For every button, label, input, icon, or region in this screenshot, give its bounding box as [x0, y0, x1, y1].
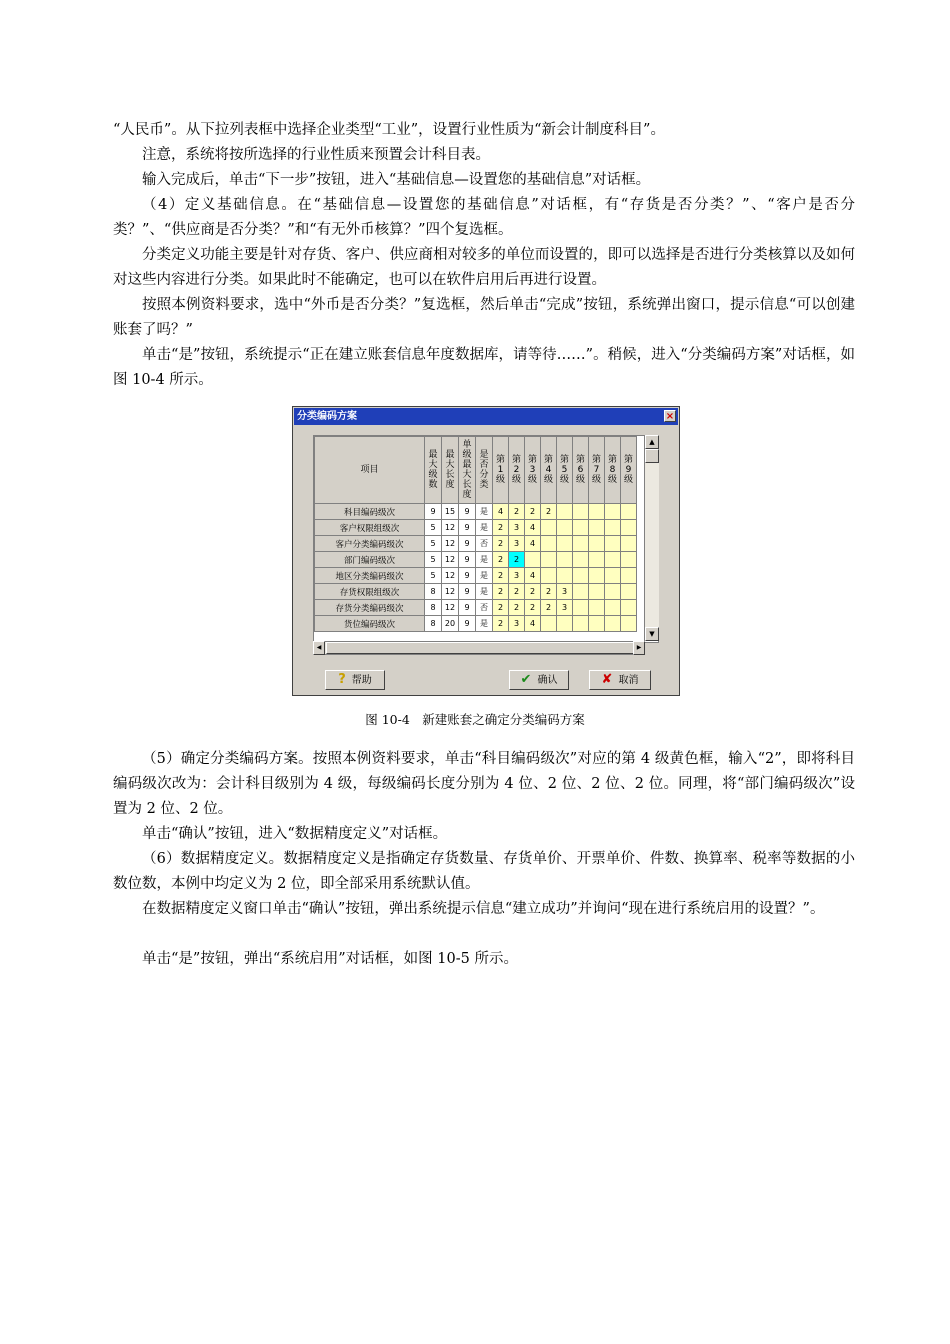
level-7-cell[interactable]	[589, 600, 605, 616]
level-1-cell[interactable]: 4	[493, 504, 509, 520]
header-is-classified: 是否分类	[476, 437, 493, 504]
max-levels-cell: 8	[425, 584, 442, 600]
table-row	[315, 536, 637, 552]
max-length-cell: 12	[442, 552, 459, 568]
single-max-cell: 9	[459, 552, 476, 568]
level-6-cell[interactable]	[573, 552, 589, 568]
level-4-cell[interactable]: 2	[541, 600, 557, 616]
level-8-cell[interactable]	[605, 568, 621, 584]
classified-cell[interactable]: 否	[476, 600, 493, 616]
row-label: 客户权限组级次	[315, 520, 425, 536]
level-7-cell[interactable]	[589, 584, 605, 600]
level-8-cell[interactable]	[605, 536, 621, 552]
level-3-cell[interactable]: 4	[525, 536, 541, 552]
vertical-scrollbar[interactable]	[644, 435, 659, 641]
x-icon: ✘	[601, 672, 613, 687]
classified-cell[interactable]: 是	[476, 520, 493, 536]
row-label: 客户分类编码级次	[315, 536, 425, 552]
level-6-cell[interactable]	[573, 584, 589, 600]
level-8-cell[interactable]	[605, 616, 621, 632]
level-7-cell[interactable]	[589, 568, 605, 584]
max-length-cell: 12	[442, 536, 459, 552]
coding-table-body	[315, 504, 637, 632]
table-row	[315, 616, 637, 632]
level-5-cell[interactable]: 3	[557, 600, 573, 616]
level-8-cell[interactable]	[605, 600, 621, 616]
check-icon: ✔	[520, 672, 532, 687]
header-max-length: 最大长度	[442, 437, 459, 504]
dialog-title-bar	[294, 408, 678, 425]
level-4-cell[interactable]	[541, 536, 557, 552]
classified-cell[interactable]: 否	[476, 536, 493, 552]
level-8-cell[interactable]	[605, 504, 621, 520]
max-levels-cell: 5	[425, 520, 442, 536]
level-6-cell[interactable]	[573, 616, 589, 632]
level-6-cell[interactable]	[573, 568, 589, 584]
level-8-cell[interactable]	[605, 584, 621, 600]
max-length-cell: 20	[442, 616, 459, 632]
single-max-cell: 9	[459, 600, 476, 616]
level-5-cell[interactable]	[557, 552, 573, 568]
level-7-cell[interactable]	[589, 536, 605, 552]
level-2-cell[interactable]: 3	[509, 520, 525, 536]
level-4-cell[interactable]: 2	[541, 584, 557, 600]
level-5-cell[interactable]	[557, 504, 573, 520]
coding-grid	[313, 435, 659, 643]
dialog-title: 分类编码方案	[297, 411, 357, 422]
level-4-cell[interactable]	[541, 552, 557, 568]
level-2-cell[interactable]: 3	[509, 568, 525, 584]
level-2-cell[interactable]: 3	[509, 616, 525, 632]
level-9-cell[interactable]	[621, 568, 637, 584]
level-4-cell[interactable]	[541, 520, 557, 536]
single-max-cell: 9	[459, 520, 476, 536]
level-4-cell[interactable]	[541, 616, 557, 632]
level-5-cell[interactable]	[557, 616, 573, 632]
level-3-cell[interactable]	[525, 552, 541, 568]
row-label: 存货权限组级次	[315, 584, 425, 600]
paragraph-classification: 分类定义功能主要是针对存货、客户、供应商相对较多的单位而设置的，即可以选择是否进行分类核算以及如何对这些内容进行分类。如果此时不能确定，也可以在软件启用后再进行设置。	[113, 247, 855, 288]
level-3-cell[interactable]: 2	[525, 600, 541, 616]
classified-cell[interactable]: 是	[476, 584, 493, 600]
table-row	[315, 504, 637, 520]
level-6-cell[interactable]	[573, 520, 589, 536]
ok-button[interactable]: ✔ 确认	[509, 670, 569, 690]
max-length-cell: 12	[442, 520, 459, 536]
paragraph-next-step: 输入完成后，单击“下一步”按钮，进入“基础信息—设置您的基础信息”对话框。	[142, 172, 651, 188]
single-max-cell: 9	[459, 536, 476, 552]
level-1-cell[interactable]: 2	[493, 568, 509, 584]
paragraph-create-account: 单击“是”按钮，系统提示“正在建立账套信息年度数据库，请等待……”。稍候，进入“分类编码方案”对话框，如图 10-4 所示。	[113, 347, 855, 388]
header-level-7: 第7级	[589, 437, 605, 504]
header-max-levels: 最大级数	[425, 437, 442, 504]
level-3-cell[interactable]: 2	[525, 504, 541, 520]
level-8-cell[interactable]	[605, 552, 621, 568]
level-1-cell[interactable]: 2	[493, 600, 509, 616]
level-4-cell[interactable]	[541, 568, 557, 584]
level-2-cell[interactable]: 2	[509, 600, 525, 616]
table-row	[315, 520, 637, 536]
row-label: 科目编码级次	[315, 504, 425, 520]
scroll-thumb[interactable]	[645, 449, 659, 463]
horizontal-scroll-thumb[interactable]	[326, 642, 636, 654]
level-1-cell[interactable]: 2	[493, 616, 509, 632]
paragraph-foreign-currency: 按照本例资料要求，选中“外币是否分类？”复选框，然后单击“完成”按钮，系统弹出窗口，提示信息“可以创建账套了吗？”	[113, 297, 855, 338]
cancel-button[interactable]: ✘ 取消	[589, 670, 651, 690]
header-row	[315, 437, 637, 504]
row-label: 货位编码级次	[315, 616, 425, 632]
classified-cell[interactable]: 是	[476, 504, 493, 520]
level-1-cell[interactable]: 2	[493, 584, 509, 600]
question-icon: ?	[338, 672, 346, 687]
single-max-cell: 9	[459, 568, 476, 584]
max-levels-cell: 5	[425, 552, 442, 568]
level-6-cell[interactable]	[573, 504, 589, 520]
level-1-cell[interactable]: 2	[493, 520, 509, 536]
level-9-cell[interactable]	[621, 616, 637, 632]
max-levels-cell: 5	[425, 536, 442, 552]
level-9-cell[interactable]	[621, 520, 637, 536]
level-3-cell[interactable]: 4	[525, 616, 541, 632]
header-level-6: 第6级	[573, 437, 589, 504]
paragraph-system-enable: 单击“是”按钮，弹出“系统启用”对话框，如图 10-5 所示。	[142, 951, 518, 967]
paragraph-step-6: （6）数据精度定义。数据精度定义是指确定存货数量、存货单价、开票单价、件数、换算率、税率等数据的小数位数，本例中均定义为 2 位，即全部采用系统默认值。	[113, 851, 855, 892]
level-2-cell[interactable]: 2	[509, 552, 525, 568]
single-max-cell: 9	[459, 504, 476, 520]
paragraph-note: 注意，系统将按所选择的行业性质来预置会计科目表。	[142, 147, 490, 163]
header-level-2: 第2级	[509, 437, 525, 504]
single-max-cell: 9	[459, 584, 476, 600]
paragraph-step-5: （5）确定分类编码方案。按照本例资料要求，单击“科目编码级次”对应的第 4 级黄色框，输入“2”，即将科目编码级次改为：会计科目级别为 4 级，每级编码长度分别为 4 位、2 位、2 位、2 位。同理，将“部门编码级次”设置为 2 位、2 位。	[113, 751, 855, 817]
max-levels-cell: 8	[425, 600, 442, 616]
level-7-cell[interactable]	[589, 520, 605, 536]
level-5-cell[interactable]	[557, 536, 573, 552]
coding-table	[314, 436, 637, 632]
scroll-up-icon[interactable]: ▲	[645, 435, 659, 449]
help-button[interactable]: ? 帮助	[325, 670, 385, 690]
level-9-cell[interactable]	[621, 536, 637, 552]
header-level-3: 第3级	[525, 437, 541, 504]
row-label: 存货分类编码级次	[315, 600, 425, 616]
max-length-cell: 12	[442, 584, 459, 600]
level-2-cell[interactable]: 3	[509, 536, 525, 552]
max-levels-cell: 9	[425, 504, 442, 520]
max-levels-cell: 5	[425, 568, 442, 584]
max-levels-cell: 8	[425, 616, 442, 632]
header-level-1: 第1级	[493, 437, 509, 504]
table-row	[315, 568, 637, 584]
row-label: 地区分类编码级次	[315, 568, 425, 584]
coding-scheme-dialog	[292, 406, 680, 696]
header-level-8: 第8级	[605, 437, 621, 504]
table-row	[315, 600, 637, 616]
max-length-cell: 12	[442, 568, 459, 584]
classified-cell[interactable]: 是	[476, 568, 493, 584]
classified-cell[interactable]: 是	[476, 616, 493, 632]
level-6-cell[interactable]	[573, 600, 589, 616]
scroll-down-icon[interactable]: ▼	[645, 627, 659, 641]
level-5-cell[interactable]	[557, 568, 573, 584]
paragraph-confirm: 单击“确认”按钮，进入“数据精度定义”对话框。	[142, 826, 448, 842]
classified-cell[interactable]: 是	[476, 552, 493, 568]
scroll-right-icon[interactable]: ▶	[633, 641, 645, 655]
level-6-cell[interactable]	[573, 536, 589, 552]
header-single-max-length: 单级最大长度	[459, 437, 476, 504]
scroll-left-icon[interactable]: ◀	[313, 641, 325, 655]
table-row	[315, 584, 637, 600]
level-7-cell[interactable]	[589, 504, 605, 520]
level-4-cell[interactable]: 2	[541, 504, 557, 520]
header-item: 项目	[315, 437, 425, 504]
single-max-cell: 9	[459, 616, 476, 632]
level-3-cell[interactable]: 4	[525, 520, 541, 536]
level-7-cell[interactable]	[589, 552, 605, 568]
paragraph-precision-confirm: 在数据精度定义窗口单击“确认”按钮，弹出系统提示信息“建立成功”并询问“现在进行系统启用的设置？”。	[142, 901, 825, 917]
header-level-9: 第9级	[621, 437, 637, 504]
header-level-4: 第4级	[541, 437, 557, 504]
level-9-cell[interactable]	[621, 504, 637, 520]
max-length-cell: 15	[442, 504, 459, 520]
horizontal-scrollbar[interactable]	[313, 641, 645, 655]
level-9-cell[interactable]	[621, 600, 637, 616]
level-2-cell[interactable]: 2	[509, 504, 525, 520]
level-3-cell[interactable]: 2	[525, 584, 541, 600]
level-1-cell[interactable]: 2	[493, 536, 509, 552]
level-5-cell[interactable]: 3	[557, 584, 573, 600]
figure-caption: 图 10-4 新建账套之确定分类编码方案	[365, 712, 585, 727]
level-9-cell[interactable]	[621, 552, 637, 568]
level-9-cell[interactable]	[621, 584, 637, 600]
max-length-cell: 12	[442, 600, 459, 616]
level-3-cell[interactable]: 4	[525, 568, 541, 584]
level-7-cell[interactable]	[589, 616, 605, 632]
level-1-cell[interactable]: 2	[493, 552, 509, 568]
table-row	[315, 552, 637, 568]
paragraph-currency-industry: “人民币”。从下拉列表框中选择企业类型“工业”，设置行业性质为“新会计制度科目”。	[113, 122, 665, 138]
row-label: 部门编码级次	[315, 552, 425, 568]
level-5-cell[interactable]	[557, 520, 573, 536]
level-2-cell[interactable]: 2	[509, 584, 525, 600]
header-level-5: 第5级	[557, 437, 573, 504]
level-8-cell[interactable]	[605, 520, 621, 536]
close-icon[interactable]: ×	[665, 411, 675, 422]
paragraph-step-4: （4）定义基础信息。在“基础信息—设置您的基础信息”对话框，有“存货是否分类？”、“客户是否分类？”、“供应商是否分类？”和“有无外币核算？”四个复选框。	[113, 197, 855, 238]
